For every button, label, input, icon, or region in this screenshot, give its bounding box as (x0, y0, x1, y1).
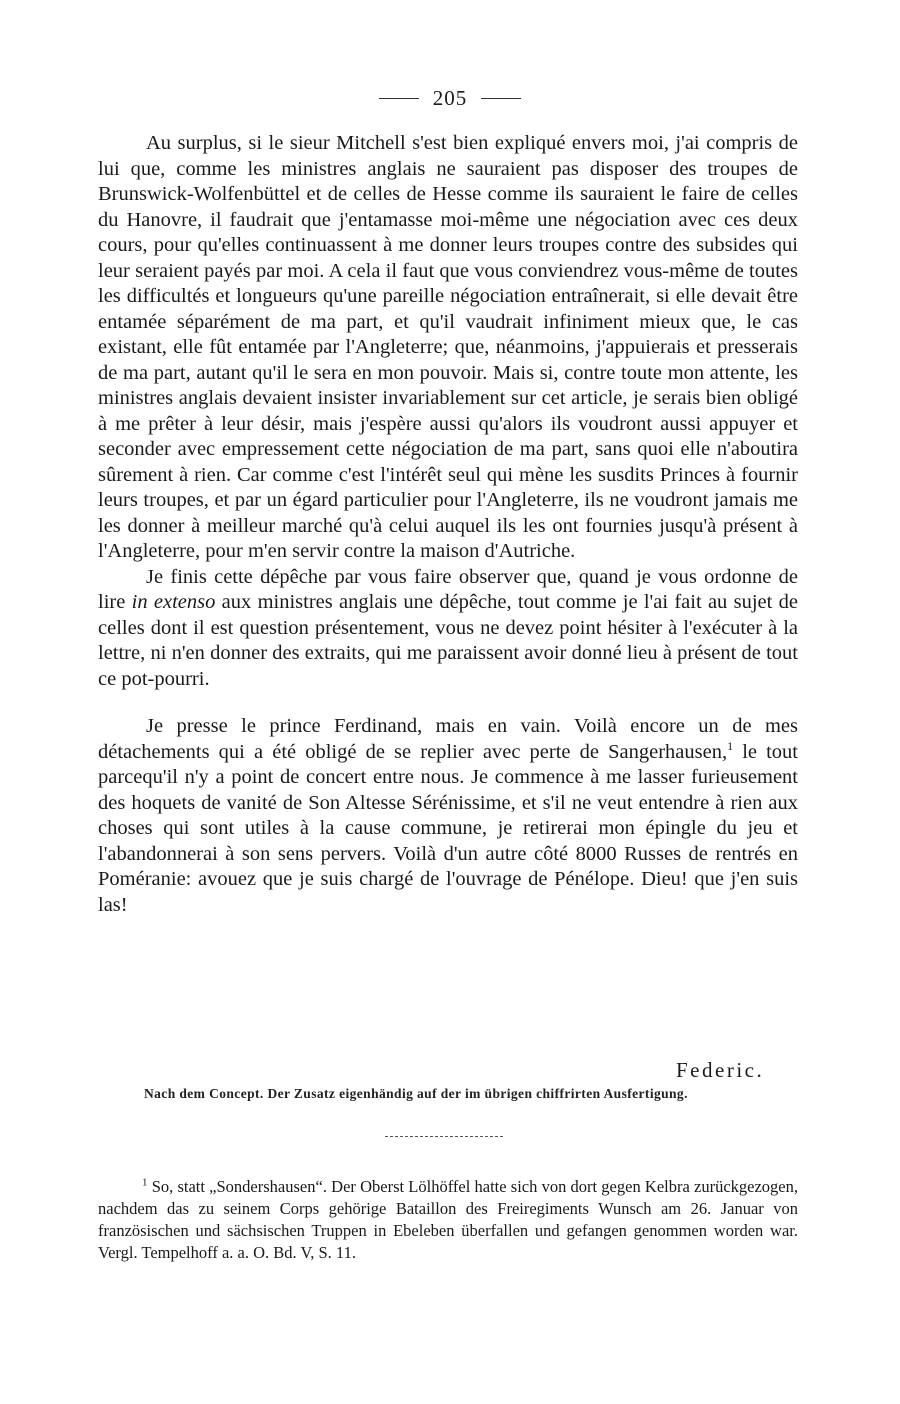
footnote (98, 1176, 798, 1264)
paragraph-3-text-start: Je presse le prince Ferdinand, mais en vain. Voilà encore un de mes détachements qui a été obligé de se replier avec perte de Sangerhausen, (98, 715, 798, 763)
footnote-reference: 1 (727, 738, 734, 753)
paragraph-3-postscript (98, 714, 798, 918)
paragraph-2-italic-phrase: in extenso (131, 591, 216, 613)
paragraph-2-text-end: aux ministres anglais une dépêche, tout comme je l'ai fait au sujet de celles dont il est question présentement, vous ne devez point hésiter à l'exécuter à la lettre, ni n'en donner des extraits, qui me paraissent avoir donné lieu à présent de tout ce pot-pourri. (98, 591, 798, 690)
footnote-text: So, statt „Sondershausen“. Der Oberst Lölhöffel hatte sich von dort gegen Kelbra zurückgezogen, nachdem das zu seinem Corps gehörige Bataillon des Freiregiments Wunsch am 26. Januar von französischen und sächsischen Truppen in Ebeleben überfallen und gefangen genommen worden war. Vergl. Tempelhoff a. a. O. Bd. V, S. 11. (98, 1177, 799, 1262)
paragraph-2-text-start: Je finis cette dépêche par vous faire observer que, quand je vous ordonne de lire (98, 565, 798, 613)
signature: Federic. (676, 1058, 765, 1082)
page-number: 205 (432, 86, 468, 110)
paragraph-1: Au surplus, si le sieur Mitchell s'est bien expliqué envers moi, j'ai compris de lui que, comme les ministres anglais ne sauraient pas disposer des troupes de Brunswick-Wolfenbüttel et de celles de Hesse comme ils sauraient le faire de celles du Hanovre, il faudrait que j'entamasse moi-même une négociation avec ces deux cours, pour qu'elles continuassent à me donner leurs troupes contre des subsides qui leur seraient payés par moi. A cela il faut que vous conviendrez vous-même de toutes les difficultés et longueurs qu'une pareille négociation entraînerait, si elle devait être entamée séparément de ma part, et qu'il vaudrait infiniment mieux que, le cas existant, elle fût entamée par l'Angleterre; que, néanmoins, j'appuierais et presserais de ma part, autant qu'il le sera en mon pouvoir. Mais si, contre toute mon attente, les ministres anglais devaient insister invariablement sur cet article, je serais bien obligé à me prêter à leur désir, mais j'espère aussi qu'alors ils voudront aussi appuyer et seconder avec empressement cette négociation de ma part, sans quoi elle n'aboutira sûrement à rien. Car comme c'est l'intérêt seul qui mène les susdits Princes à fournir leurs troupes, et par un égard particulier pour l'Angleterre, ils ne voudront jamais me les donner à meilleur marché qu'à celui auquel ils les ont fournies jusqu'à présent à l'Angleterre, pour m'en servir contre la maison d'Autriche. (98, 132, 798, 562)
header-rule-right (481, 98, 521, 99)
paragraph-3-text-end: le tout parcequ'il n'y a point de concert entre nous. Je commence à me lasser furieusement des hoquets de vanité de Son Altesse Sérénissime, et s'il ne veut entendre à rien aux choses qui sont utiles à la cause commune, je retirerai mon épingle du jeu et l'abandonnerai à son sens pervers. Voilà d'un autre côté 8000 Russes de rentrés en Poméranie: avouez que je suis chargé de l'ouvrage de Pénélope. Dieu! que j'en suis las! (98, 740, 799, 916)
footnote-mark: 1 (142, 1176, 148, 1189)
section-divider (385, 1136, 503, 1137)
page-header (0, 86, 900, 111)
letter-body (98, 131, 798, 918)
source-note: Nach dem Concept. Der Zusatz eigenhändig auf der im übrigen chiffrirten Ausfertigung. (144, 1086, 688, 1101)
paragraph-2 (98, 565, 798, 693)
header-rule-left (379, 98, 419, 99)
